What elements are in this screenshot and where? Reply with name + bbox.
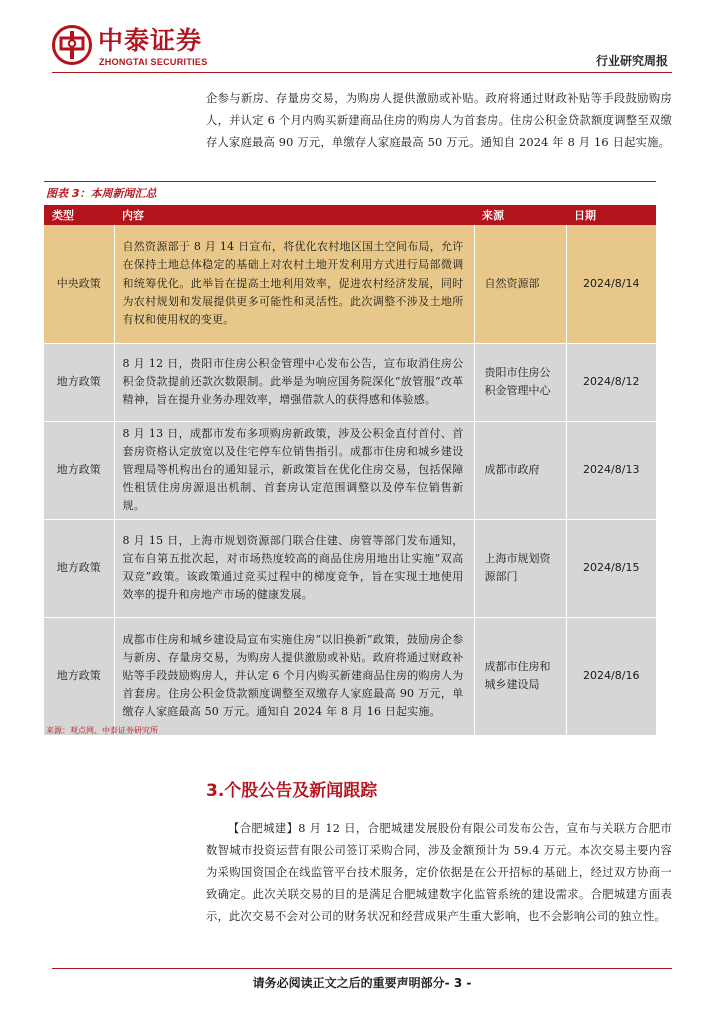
column-header-source: 来源: [474, 205, 566, 225]
cell-date: 2024/8/14: [566, 225, 656, 343]
stock-news-paragraph: 【合肥城建】8 月 12 日，合肥城建发展股份有限公司发布公告，宣布与关联方合肥市数智城市投资运营有限公司签订采购合同，涉及金额预计为 59.4 万元。本次交易主要内容为采购国资国企在线监管平台技术服务，定价依据是在公开招标的基础上，经过双方协商一致确定。此次关联交易的目的是满足合肥城建数字化监管系统的建设需求。合肥城建方面表示，此次交易不会对公司的财务状况和经营成果产生重大影响，也不会影响公司的独立性。: [206, 822, 672, 923]
column-header-content: 内容: [114, 205, 474, 225]
cell-source: 上海市规划资源部门: [474, 519, 566, 617]
figure-divider: [44, 181, 656, 182]
section-title: 3.个股公告及新闻跟踪: [206, 781, 378, 801]
cell-source: 自然资源部: [474, 225, 566, 343]
cell-type: 中央政策: [44, 225, 114, 343]
news-summary-table: [44, 205, 656, 736]
cell-type: 地方政策: [44, 343, 114, 421]
cell-content: 成都市住房和城乡建设局宣布实施住房“以旧换新”政策，鼓励房企参与新房、存量房交易，为购房人提供激励或补贴。政府将通过财政补贴等手段鼓励购房人，并认定 6 个月内购买新建商品住房的购房人为首套房。住房公积金贷款额度调整至双缴存人家庭最高 90 万元，单缴存人家庭最高 50 万元。通知自 2024 年 8 月 16 日起实施。: [114, 617, 474, 735]
table-row: [44, 343, 656, 421]
table-row: [44, 617, 656, 735]
column-header-date: 日期: [566, 205, 656, 225]
footer-disclaimer: 请务必阅读正文之后的重要声明部分- 3 -: [252, 976, 472, 990]
footer-divider: [52, 968, 672, 969]
report-type-label: 行业研究周报: [595, 54, 668, 68]
cell-content: 8 月 13 日，成都市发布多项购房新政策，涉及公积金直付首付、首套房资格认定放宽以及住宅停车位销售指引。成都市住房和城乡建设管理局等机构出台的通知显示，新政策旨在优化住房交易，包括保障性租赁住房房源退出机制、首套房认定范围调整以及停车位销售新规。: [114, 421, 474, 519]
cell-source: 成都市政府: [474, 421, 566, 519]
table-header-row: [44, 205, 656, 225]
cell-type: 地方政策: [44, 617, 114, 735]
figure-source-note: 来源：观点网、中泰证券研究所: [46, 726, 158, 735]
cell-type: 地方政策: [44, 421, 114, 519]
column-header-type: 类型: [44, 205, 114, 225]
logo-name-cn: 中泰证券: [98, 26, 203, 55]
zhongtai-logo-icon: [52, 25, 92, 65]
intro-paragraph: 企参与新房、存量房交易，为购房人提供激励或补贴。政府将通过财政补贴等手段鼓励购房人，并认定 6 个月内购买新建商品住房的购房人为首套房。住房公积金贷款额度调整至双缴存人家庭最高 90 万元，单缴存人家庭最高 50 万元。通知自 2024 年 8 月 16 日起实施。: [206, 92, 672, 149]
cell-content: 8 月 12 日，贵阳市住房公积金管理中心发布公告，宣布取消住房公积金贷款提前还款次数限制。此举是为响应国务院深化“放管服”改革精神，旨在提升业务办理效率，增强借款人的获得感和体验感。: [114, 343, 474, 421]
cell-date: 2024/8/15: [566, 519, 656, 617]
cell-source: 贵阳市住房公积金管理中心: [474, 343, 566, 421]
cell-content: 8 月 15 日，上海市规划资源部门联合住建、房管等部门发布通知，宣布自第五批次起，对市场热度较高的商品住房用地出让实施“双高双竞”政策。该政策通过竞买过程中的梯度竞争，旨在实现土地使用效率的提升和房地产市场的健康发展。: [114, 519, 474, 617]
table-row: [44, 421, 656, 519]
cell-date: 2024/8/12: [566, 343, 656, 421]
header-divider: [52, 72, 672, 73]
table-row: [44, 519, 656, 617]
figure-caption: 图表 3：本周新闻汇总: [46, 187, 157, 200]
cell-source: 成都市住房和城乡建设局: [474, 617, 566, 735]
table-row: [44, 225, 656, 343]
cell-content: 自然资源部于 8 月 14 日宣布，将优化农村地区国土空间布局，允许在保持土地总体稳定的基础上对农村土地开发利用方式进行局部微调和统筹优化。此举旨在提高土地利用效率，促进农村经济发展，同时为农村规划和发展提供更多可能性和灵活性。此次调整不涉及土地所有权和使用权的变更。: [114, 225, 474, 343]
cell-date: 2024/8/13: [566, 421, 656, 519]
cell-type: 地方政策: [44, 519, 114, 617]
logo-name-en: ZHONGTAI SECURITIES: [99, 57, 208, 67]
cell-date: 2024/8/16: [566, 617, 656, 735]
